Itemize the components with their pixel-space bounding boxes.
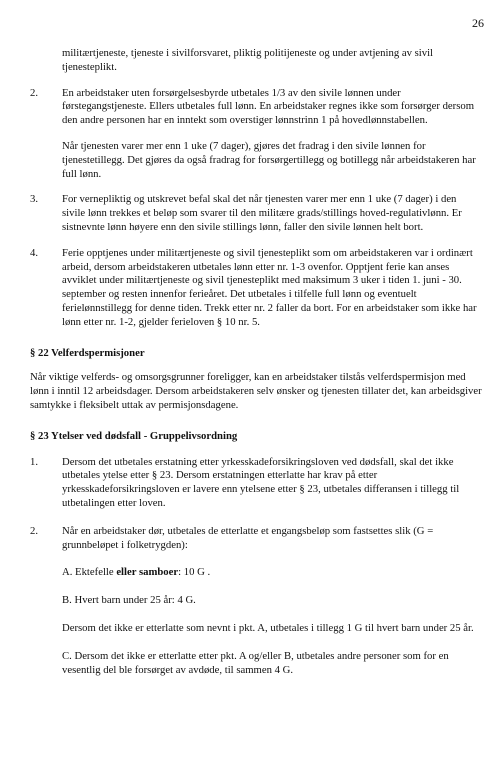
paragraph: En arbeidstaker uten forsørgelsesbyrde utbetales 1/3 av den sivile lønnen under førstegangstjeneste. Ellers utbetales full lønn. En arbeidstaker regnes ikke som forsørger dersom den andre personen har en inntekt som overstiger lønnstrinn 1 på hovedlønnstabellen. [62,86,475,127]
section-22-paragraph: Når viktige velferds- og omsorgsgrunner foreligger, kan en arbeidstaker tilstås velferdspermisjon med lønn i inntil 12 arbeidsdager. Dersom arbeidstakeren selv ønsker og tjenesten tillater det, kan arbeidsgiver samtykke i fleksibelt uttak av permisjonsdagene. [30,371,482,411]
sub-item-b-note: Dersom det ikke er etterlatte som nevnt i pkt. A, utbetales i tillegg 1 G til hvert barn under 25 år. [62,621,474,634]
sub-item-a-value: : 10 G . [178,566,211,579]
document-body [30,47,482,677]
item-body [62,456,482,511]
paragraph: Når en arbeidstaker dør, utbetales de etterlatte et engangsbeløp som fastsettes slik (G = grunnbeløpet i folketrygden): [62,524,434,551]
paragraph: Ferie opptjenes under militærtjeneste og sivil tjenesteplikt som om arbeidstakeren var i ordinært arbeid, dersom arbeidstakeren utbetales lønn etter nr. 1-3 ovenfor. Opptjent ferie kan anses avviklet under militærtjeneste og sivil tjenesteplikt med maksimum 3 uker i tiden 1. juni - 30. september og resten innenfor ferieåret. Det utbetales i tilfelle full lønn og eventuelt ferielønnstillegg for denne tiden. Trekk etter nr. 2 faller da bort. For en arbeidstaker som ikke har lønn etter nr. 1-2, gjelder ferieloven § 10 nr. 5. [62,246,477,328]
continuation-paragraph: militærtjeneste, tjeneste i sivilforsvaret, pliktig politijeneste og under avtjening av sivil tjenesteplikt. [62,47,434,73]
sub-item-a-bold: eller samboer [116,566,179,579]
item-number: 3. [30,193,39,206]
sub-item-a-text: A. Ektefelle [62,566,117,579]
sub-item-c: C. Dersom det ikke er etterlatte etter pkt. A og/eller B, utbetales andre personer som for en vesentlig del ble forsørget av avdøde, til sammen 4 G. [62,649,449,676]
section-heading-23: § 23 Ytelser ved dødsfall - Gruppelivsordning [30,429,238,442]
item-body [62,247,482,330]
item-number: 2. [30,86,39,99]
paragraph: Dersom det utbetales erstatning etter yrkesskadeforsikringsloven ved dødsfall, skal det ikke utbetales ytelse etter § 23. Dersom erstatningen etterlatte har krav på etter yrkesskadeforsikringsloven er lavere enn ytelsene etter § 23, utbetales differansen i tillegg til utbetalingen etter loven. [62,455,460,509]
paragraph: For vernepliktig og utskrevet befal skal det når tjenesten varer mer enn 1 uke (7 dager) i den sivile lønn trekkes et beløp som svarer til den militære grads/stillings hoved-regulativlønn. Er sistnevnte lønn høyere enn den sivile stillings lønn, faller den sivile lønnen helt bort. [62,193,462,233]
list-item-4 [30,247,482,330]
item-body [62,87,482,182]
item-number: 2. [30,524,39,537]
sub-item-b: B. Hvert barn under 25 år: 4 G. [62,594,196,607]
section-23-item-2 [30,525,482,678]
item-number: 1. [30,455,39,468]
section-heading-22: § 22 Velferdspermisjoner [30,346,145,359]
item-body [62,525,482,678]
list-item-2 [30,87,482,182]
list-item-3 [30,193,482,234]
item-number: 4. [30,246,39,259]
section-23-item-1 [30,456,482,511]
page-number: 26 [472,16,484,30]
paragraph: Når tjenesten varer mer enn 1 uke (7 dager), gjøres det fradrag i den sivile lønnen for tjenestetillegg. Det gjøres da også fradrag for forsørgertillegg og botillegg når arbeidstakeren har full lønn. [62,139,476,180]
sub-item-a [62,566,482,580]
item-body [62,193,482,234]
